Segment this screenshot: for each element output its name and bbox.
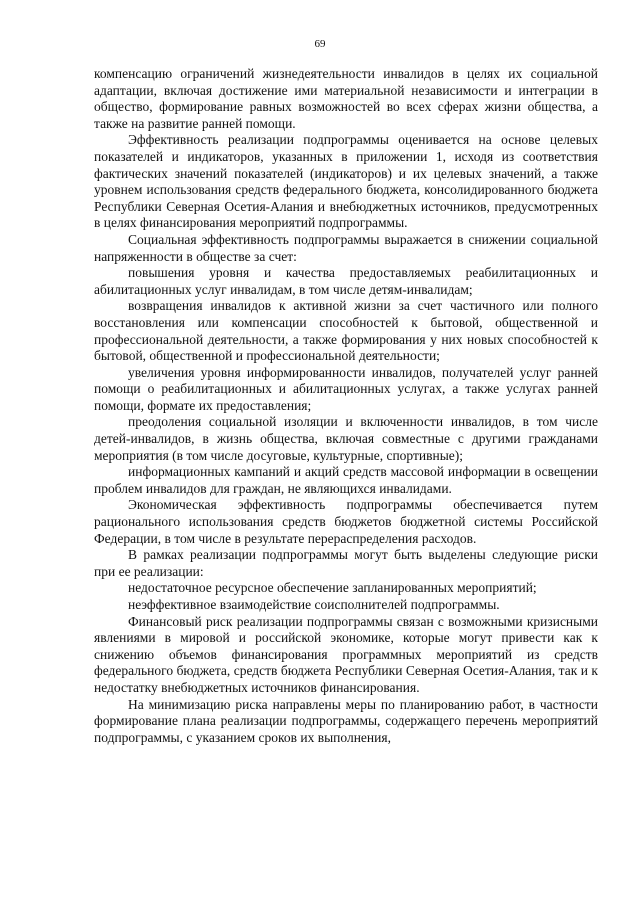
list-item: возвращения инвалидов к активной жизни за счет частичного или полного восстановления или компенсации способностей к бытовой, общественной и профессиональной деятельности, а также формирования у них новых способностей к бытовой, общественной и профессиональной деятельности; [94, 298, 598, 364]
paragraph: Эффективность реализации подпрограммы оценивается на основе целевых показателей и индикаторов, указанных в приложении 1, исходя из соответствия фактических значений показателей (индикаторов) и их целевых значений, а также уровнем использования средств федерального бюджета, консолидированного бюджета Республики Северная Осетия-Алания и внебюджетных источников, предусмотренных в целях финансирования мероприятий подпрограммы. [94, 132, 598, 231]
paragraph: На минимизацию риска направлены меры по планированию работ, в частности формирование плана реализации подпрограммы, содержащего перечень мероприятий подпрограммы, с указанием сроков их выполнения, [94, 696, 598, 745]
paragraph: компенсацию ограничений жизнедеятельности инвалидов в целях их социальной адаптации, включая достижение ими материальной независимости и интеграции в общество, формирование равных возможностей во всех сферах жизни общества, а также на развитие ранней помощи. [94, 66, 598, 131]
paragraph: Финансовый риск реализации подпрограммы связан с возможными кризисными явлениями в мировой и российской экономике, которые могут привести как к снижению объемов финансирования программных мероприятий из средств федерального бюджета, средств бюджета Республики Северная Осетия-Алания, так и к недостатку внебюджетных источников финансирования. [94, 613, 598, 695]
list-item: недостаточное ресурсное обеспечение запланированных мероприятий; [128, 580, 537, 596]
paragraph: В рамках реализации подпрограммы могут быть выделены следующие риски при ее реализации: [94, 547, 598, 579]
list-item: повышения уровня и качества предоставляемых реабилитационных и абилитационных услуг инвалидам, в том числе детям-инвалидам; [94, 265, 598, 297]
paragraph: Экономическая эффективность подпрограммы обеспечивается путем рационального использования средств бюджетов бюджетной системы Российской Федерации, в том числе в результате перераспределения расходов. [94, 497, 598, 546]
list-item: информационных кампаний и акций средств массовой информации в освещении проблем инвалидов для граждан, не являющихся инвалидами. [94, 464, 598, 496]
list-item: неэффективное взаимодействие соисполнителей подпрограммы. [128, 597, 500, 612]
page-number: 69 [314, 38, 326, 50]
list-item: преодоления социальной изоляции и включенности инвалидов, в том числе детей-инвалидов, в жизнь общества, включая совместные с другими гражданами мероприятия (в том числе досуговые, культурные, спортивные); [94, 414, 598, 463]
document-body [94, 66, 598, 746]
list-item: увеличения уровня информированности инвалидов, получателей услуг ранней помощи о реабилитационных и абилитационных услугах, а также услугах ранней помощи, формате их предоставления; [94, 364, 598, 413]
paragraph: Социальная эффективность подпрограммы выражается в снижении социальной напряженности в обществе за счет: [94, 231, 598, 264]
